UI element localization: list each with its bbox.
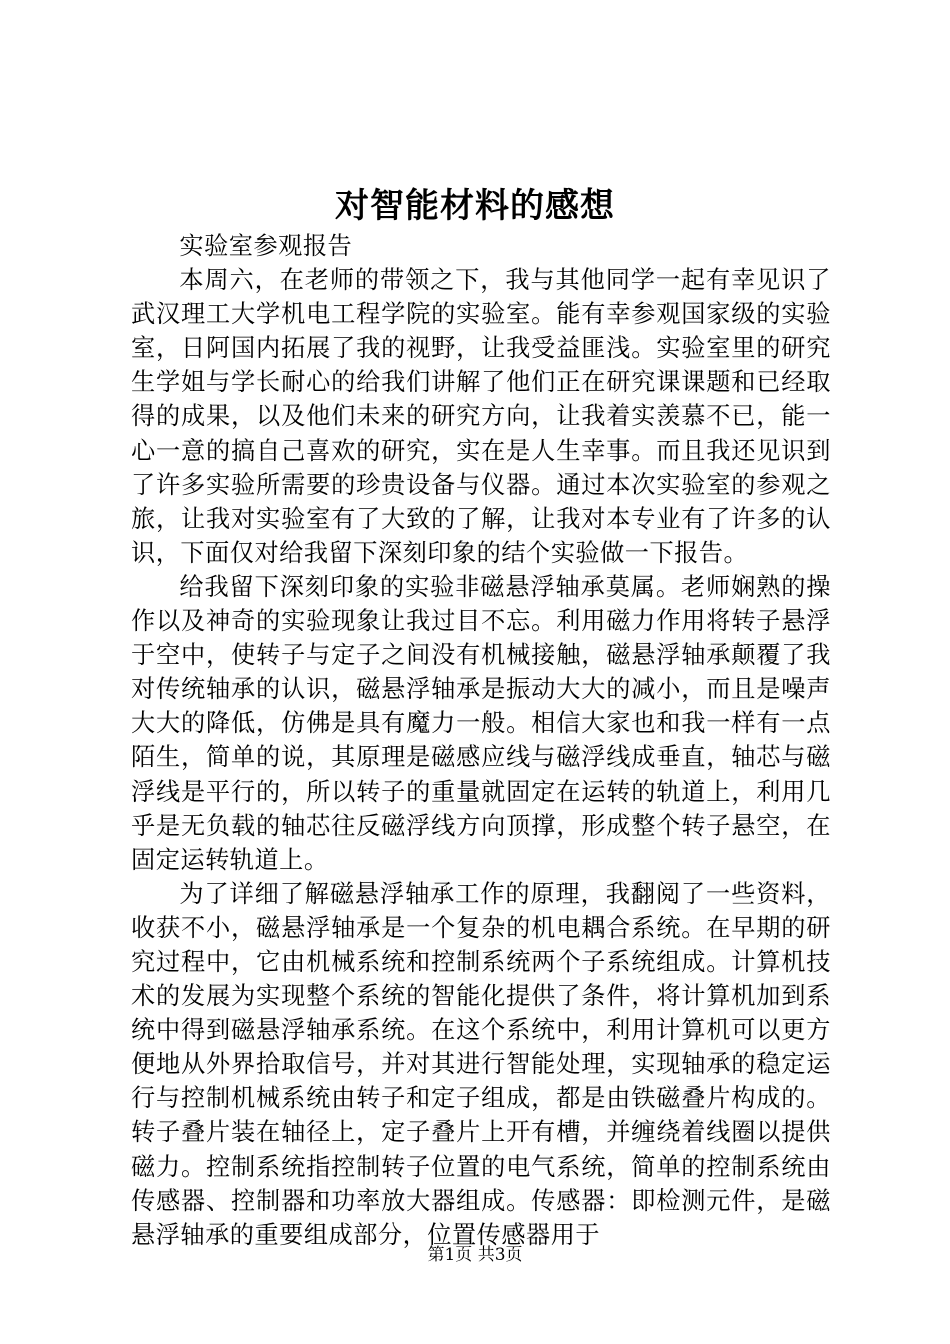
paragraph-maglev-principle: 为了详细了解磁悬浮轴承工作的原理，我翻阅了一些资料，收获不小，磁悬浮轴承是一个复杂的机电耦合系统。在早期的研究过程中，它由机械系统和控制系统两个子系统组成。计算机技术的发展为实现整个系统的智能化提供了条件，将计算机加到系统中得到磁悬浮轴承系统。在这个系统中，利用计算机可以更方便地从外界拾取信号，并对其进行智能处理，实现轴承的稳定运行与控制机械系统由转子和定子组成，都是由铁磁叠片构成的。转子叠片装在轴径上，定子叠片上开有槽，并缠绕着线圈以提供磁力。控制系统指控制转子位置的电气系统，简单的控制系统由传感器、控制器和功率放大器组成。传感器：即检测元件，是磁悬浮轴承的重要组成部分，位置传感器用于 [131,879,831,1249]
paragraph-maglev-experiment: 给我留下深刻印象的实验非磁悬浮轴承莫属。老师娴熟的操作以及神奇的实验现象让我过目不忘。利用磁力作用将转子悬浮于空中，使转子与定子之间没有机械接触，磁悬浮轴承颠覆了我对传统轴承的认识，磁悬浮轴承是振动大大的减小，而且是噪声大大的降低，仿佛是具有魔力一般。相信大家也和我一样有一点陌生，简单的说，其原理是磁感应线与磁浮线成垂直，轴芯与磁浮线是平行的，所以转子的重量就固定在运转的轨道上，利用几乎是无负载的轴芯往反磁浮线方向顶撑，形成整个转子悬空，在固定运转轨道上。 [131,572,831,874]
document-body [131,229,831,1252]
paragraph-subtitle: 实验室参观报告 [179,232,353,260]
paragraph-intro: 本周六，在老师的带领之下，我与其他同学一起有幸见识了武汉理工大学机电工程学院的实验室。能有幸参观国家级的实验室，日阿国内拓展了我的视野，让我受益匪浅。实验室里的研究生学姐与学长耐心的给我们讲解了他们正在研究课课题和已经取得的成果，以及他们未来的研究方向，让我着实羡慕不已，能一心一意的搞自己喜欢的研究，实在是人生幸事。而且我还见识到了许多实验所需要的珍贵设备与仪器。通过本次实验室的参观之旅，让我对实验室有了大致的了解，让我对本专业有了许多的认识，下面仅对给我留下深刻印象的结个实验做一下报告。 [131,266,831,567]
document-title: 对智能材料的感想 [335,186,615,226]
page-footer: 第1页 共3页 [427,1245,523,1265]
